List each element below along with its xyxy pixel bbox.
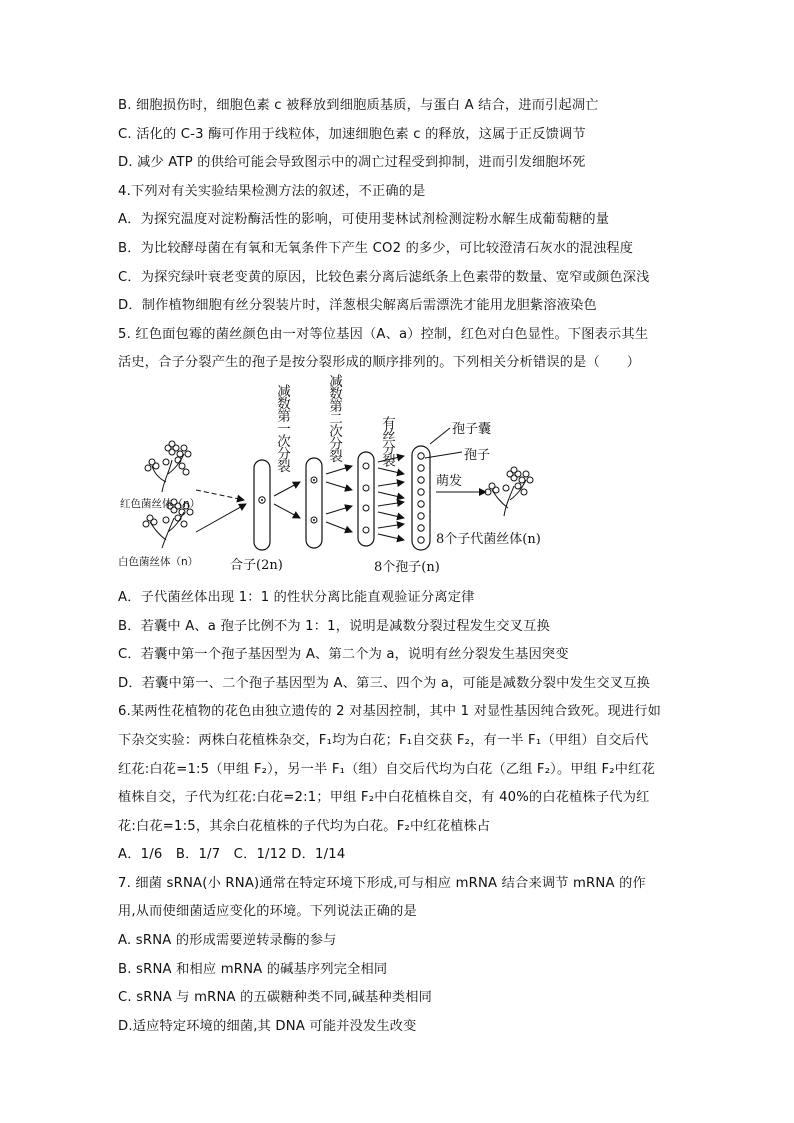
q3-option-c: C. 活化的 C-3 酶可作用于线粒体，加速细胞色素 c 的释放，这属于正反馈调节 [118,126,586,142]
life-cycle-diagram [118,382,678,582]
meiosis2-cell [358,452,374,546]
red-to-zygote-arrow [196,490,244,500]
germinate-label: 萌发 [436,473,463,489]
ascus-pointer [430,428,450,444]
question-4 [118,178,678,321]
red-mycelium-icon [145,441,191,492]
zygote-cell [254,460,270,550]
q6-line-5: 花:白花=1:5，其余白花植株的子代均为白花。F₂中红花植株占 [118,818,491,834]
q3-option-b: B. 细胞损伤时，细胞色素 c 被释放到细胞质基质，与蛋白 A 结合，进而引起凋亡 [118,98,599,113]
q7-option-a: A. sRNA 的形成需要逆转录酶的参与 [118,933,337,949]
exam-page [118,92,678,1041]
q4-option-a: A．为探究温度对淀粉酶活性的影响，可使用斐林试剂检测淀粉水解生成葡萄糖的量 [118,212,610,228]
zygote-label: 合子(2n) [230,557,283,573]
q7-stem-line-2: 用,从而使细菌适应变化的环境。下列说法正确的是 [118,904,417,920]
q4-stem: 4.下列对有关实验结果检测方法的叙述，不正确的是 [118,183,426,199]
offspring-mycelium-icon [485,467,533,516]
q4-option-c: C．为探究绿叶衰老变黄的原因，比较色素分离后滤纸条上色素带的数量、宽窄或颜色深浅 [118,269,650,285]
q3-options [118,92,678,178]
white-to-zygote-arrow [196,504,246,532]
question-6 [118,698,678,870]
q5-option-a: A．子代菌丝体出现 1：1 的性状分离比能直观验证分离定律 [118,589,475,605]
q7-stem-line-1: 7. 细菌 sRNA(小 RNA)通常在特定环境下形成,可与相应 mRNA 结合来调节 mRNA 的作 [118,875,646,891]
q6-options: A．1/6 B．1/7 C．1/12 D．1/14 [118,847,346,863]
q5-stem-line-1: 5. 红色面包霉的菌丝颜色由一对等位基因（A、a）控制，红色对白色显性。下图表示其生 [118,326,649,342]
meiosis1-label: 减数第一次分裂 [274,383,290,472]
q3-option-d: D. 减少 ATP 的供给可能会导致图示中的凋亡过程受到抑制，进而引发细胞坏死 [118,155,586,171]
meiosis2-label: 减数第二次分裂 [326,373,342,462]
question-5 [118,321,678,699]
q4-option-b: B．为比较酵母菌在有氧和无氧条件下产生 CO2 的多少，可比较澄清石灰水的混浊程度 [118,240,634,256]
ascus-cell [412,446,430,550]
q6-line-3: 红花:白花=1:5（甲组 F₂），另一半 F₁（组）自交后代均为白花（乙组 F₂）。甲组 F₂中红花 [118,761,655,777]
q7-option-b: B. sRNA 和相应 mRNA 的碱基序列完全相同 [118,961,388,977]
red-mycelium-label: 红色菌丝体（n） [120,497,201,510]
meiosis2-arrows [326,466,352,532]
meiosis1-arrow-down [274,504,300,518]
eight-spores-label: 8个孢子(n) [374,559,440,575]
q7-option-c: C. sRNA 与 mRNA 的五碳糖种类不同,碱基种类相同 [118,990,432,1006]
q5-stem-line-2: 活史，合子分裂产生的孢子是按分裂形成的顺序排列的。下列相关分析错误的是（ ） [118,355,641,371]
mitosis-label: 有丝分裂 [379,415,395,466]
meiosis1-arrow-up [274,482,300,496]
q5-option-c: C．若囊中第一个孢子基因型为 A、第二个为 a，说明有丝分裂发生基因突变 [118,647,569,663]
spore-label: 孢子 [464,447,491,463]
white-mycelium-label: 白色菌丝体（n） [118,555,199,568]
q4-option-d: D．制作植物细胞有丝分裂装片时，洋葱根尖解离后需漂洗才能用龙胆紫溶液染色 [118,298,597,314]
q6-line-2: 下杂交实验：两株白花植株杂交，F₁均为白花；F₁自交获 F₂，有一半 F₁（甲组）自交后代 [118,732,649,748]
q7-option-d: D.适应特定环境的细菌,其 DNA 可能并没发生改变 [118,1018,417,1034]
offspring-label: 8个子代菌丝体(n) [436,531,541,547]
mitosis-arrows [378,456,404,540]
q5-option-b: B．若囊中 A、a 孢子比例不为 1：1，说明是减数分裂过程发生交叉互换 [118,618,550,634]
meiosis1-cell [306,458,322,548]
life-cycle-figure [118,373,678,582]
ascus-label: 孢子囊 [452,421,492,437]
question-7 [118,870,678,1042]
q6-line-1: 6.某两性花植物的花色由独立遗传的 2 对基因控制，其中 1 对显性基因纯合致死。现进行如 [118,704,662,720]
q6-line-4: 植株自交，子代为红花:白花=2:1；甲组 F₂中白花植株自交，有 40%的白花植株子代为红 [118,790,650,806]
q5-option-d: D．若囊中第一、二个孢子基因型为 A、第三、四个为 a，可能是减数分裂中发生交叉互换 [118,675,650,691]
